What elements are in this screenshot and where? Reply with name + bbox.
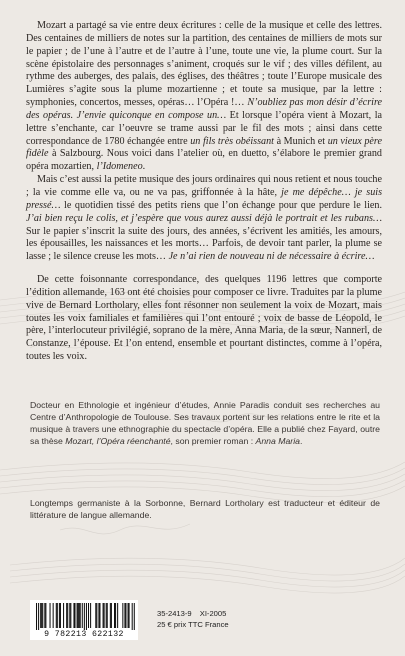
barcode-bar <box>44 603 45 628</box>
bio1-run: . <box>299 435 303 446</box>
bio2-run: Longtemps germaniste à la Sorbonne, Bernard Lortholary est traducteur et éditeur de littérature de langue allemande. <box>30 498 380 520</box>
barcode-bar <box>74 603 75 628</box>
barcode-bar <box>78 603 79 628</box>
price-block <box>157 608 229 630</box>
translator-bio-bernard-lortholary <box>30 498 380 522</box>
barcode-bar <box>59 603 60 628</box>
blurb-p1-run: un fils très obéissant <box>190 135 274 147</box>
blurb-p1-run: un vieux père fidèle <box>26 135 382 160</box>
barcode-bar <box>103 603 104 628</box>
blurb-paragraph-1 <box>26 20 382 174</box>
blurb-p2-run: le quotidien tissé des petits riens que l’on échange pour que perdure le lien. <box>60 199 382 211</box>
blurb-p2-run: J’ai bien reçu le colis, et j’espère que vous aurez aussi déjà le portrait et les rubans… <box>26 212 382 224</box>
barcode-bar <box>42 603 43 628</box>
blurb-p2-run: Sur le papier s’inscrit la suite des jours, des années, s’écrivent les amitiés, les amours, les épousailles, les naissances et les morts… Parfois, de devoir tant parler, la plume se lasse ; le silence creuse les mots… <box>26 225 382 263</box>
isbn-barcode <box>30 600 138 640</box>
blurb-p1-run: à Salzbourg. Nous voici dans l’atelier où, en duetto, s’élabore le premier grand opéra mozartien, <box>26 148 382 173</box>
barcode-bar <box>88 603 89 628</box>
barcode-bar <box>117 603 118 628</box>
bio1-run: Docteur en Ethnologie et ingénieur d’études, Annie Paradis conduit ses recherches au Centre d’Anthropologie de Toulouse. Ses travaux portent sur les relations entre le rite et la musique à travers une ethnographie du spectacle d’opéra. Elle a publié chez Fayard, outre sa thèse <box>30 400 380 446</box>
price-label: 25 € prix TTC France <box>157 620 229 629</box>
barcode-bar <box>73 603 74 628</box>
barcode-bar <box>86 603 87 630</box>
barcode-bar <box>80 603 81 628</box>
blurb-p1-run: Mozart a partagé sa vie entre deux écritures : celle de la musique et celle des lettres. Des centaines de milliers de notes sur la partition, des centaines de milliers de mots sur le papier ; de l’une à l’autre et de l’autre à l’une, toute une vie, la plume court. Sur la scène épistolaire des personnages s’animent, croqués sur le vif ; des villes défilent, au rythme des auberges, des palais, des églises, des théâtres ; toute l’Europe musicale des Lumières s’agite sous la plume mozartienne ; et toute sa musique, par la lettre : symphonies, concertos, messes, opéras… l’Opéra !… <box>26 20 382 109</box>
barcode-bar <box>129 603 130 628</box>
barcode-bar <box>125 603 126 628</box>
barcode-bar <box>36 603 37 630</box>
blurb-p1-run: N’oubliez pas mon désir d’écrire des opéras. J’envie quiconque en compose un… <box>26 97 383 121</box>
barcode-bar <box>115 603 116 628</box>
barcode-bar <box>95 603 96 628</box>
barcode-bar <box>124 603 125 628</box>
barcode-bar <box>66 603 67 628</box>
barcode-bar <box>79 603 80 628</box>
barcode-bar <box>114 603 115 628</box>
barcode-bar <box>84 603 85 630</box>
blurb-p2-run: Mais c’est aussi la petite musique des jours ordinaires qui nous retient et nous touche ; la vie comme elle va, ou ne va pas, griffonnée à la hâte, <box>26 174 382 198</box>
catalog-reference: 35-2413-9 <box>157 609 192 618</box>
barcode-bar <box>56 603 57 628</box>
blurb-p2-run: je me dépêche… je suis pressé… <box>26 186 383 211</box>
barcode-bar <box>67 603 68 628</box>
barcode-bar <box>96 603 97 628</box>
barcode-bar <box>53 603 54 628</box>
blurb-p1-run: . <box>142 161 146 173</box>
barcode-bar <box>40 603 41 628</box>
bio1-run: , son premier roman : <box>170 435 256 446</box>
barcode-bar <box>70 603 71 628</box>
barcode-bar <box>107 603 108 628</box>
barcode-bar <box>38 603 39 630</box>
barcode-bars <box>30 600 138 630</box>
barcode-bar <box>111 603 112 628</box>
author-bio-text <box>30 400 380 448</box>
blurb-p3-run: De cette foisonnante correspondance, des quelques 1196 lettres que comporte l’édition allemande, 163 ont été choisies pour composer ce livre. Traduites par la plume vive de Bernard Lortholary, elles font résonner non seulement la voix de Mozart, mais toutes les voix familiales et familières qui l’ont entouré ; voix de basse de Léopold, le père, l’interlocuteur privilégié, soprano de la mère, Anna Maria, de la sœur, Nannerl, de Constanze, l’épouse. Et l’on entend, ensemble et pourtant distinctes, comme à l’opéra, toutes les voix. <box>26 274 382 363</box>
barcode-bar <box>122 603 123 628</box>
barcode-bar <box>77 603 78 628</box>
barcode-bar <box>132 603 133 630</box>
blurb-p1-run: l’Idomeneo <box>96 161 143 173</box>
barcode-bar <box>69 603 70 628</box>
bio1-run: Mozart, l’Opéra réenchanté <box>65 435 171 446</box>
edition-date: XI-2005 <box>199 609 227 618</box>
barcode-bar <box>82 603 83 628</box>
translator-bio-text <box>30 498 380 522</box>
blurb-paragraph-2 <box>26 174 382 264</box>
bio1-run: Anna Maria <box>255 435 300 446</box>
barcode-bar <box>104 603 105 628</box>
blurb-p1-run: Et lorsque l’opéra vient à Mozart, la lettre s’enchante, car l’oeuvre se trame aussi par le fil des mots ; ainsi dans cette correspondance de 1780 échangée entre <box>26 109 382 147</box>
barcode-bar <box>45 603 46 628</box>
barcode-bar <box>60 603 61 628</box>
barcode-bar <box>41 603 42 628</box>
barcode-bar <box>98 603 99 628</box>
barcode-number: 9 782213 622132 <box>44 630 124 639</box>
barcode-bar <box>128 603 129 628</box>
blurb-p1-run: à Munich et <box>273 135 328 147</box>
barcode-bar <box>57 603 58 628</box>
blurb-p2-run: Je n’ai rien de nouveau ni de nécessaire à écrire… <box>168 251 375 263</box>
back-cover-blurb <box>26 20 382 364</box>
barcode-bar <box>90 603 91 628</box>
barcode-bar <box>50 603 51 628</box>
author-bio-annie-paradis <box>30 400 380 448</box>
barcode-bar <box>134 603 135 630</box>
barcode-bar <box>99 603 100 628</box>
barcode-bar <box>110 603 111 628</box>
barcode-bar <box>106 603 107 628</box>
barcode-bar <box>63 603 64 628</box>
blurb-paragraph-3 <box>26 274 382 364</box>
